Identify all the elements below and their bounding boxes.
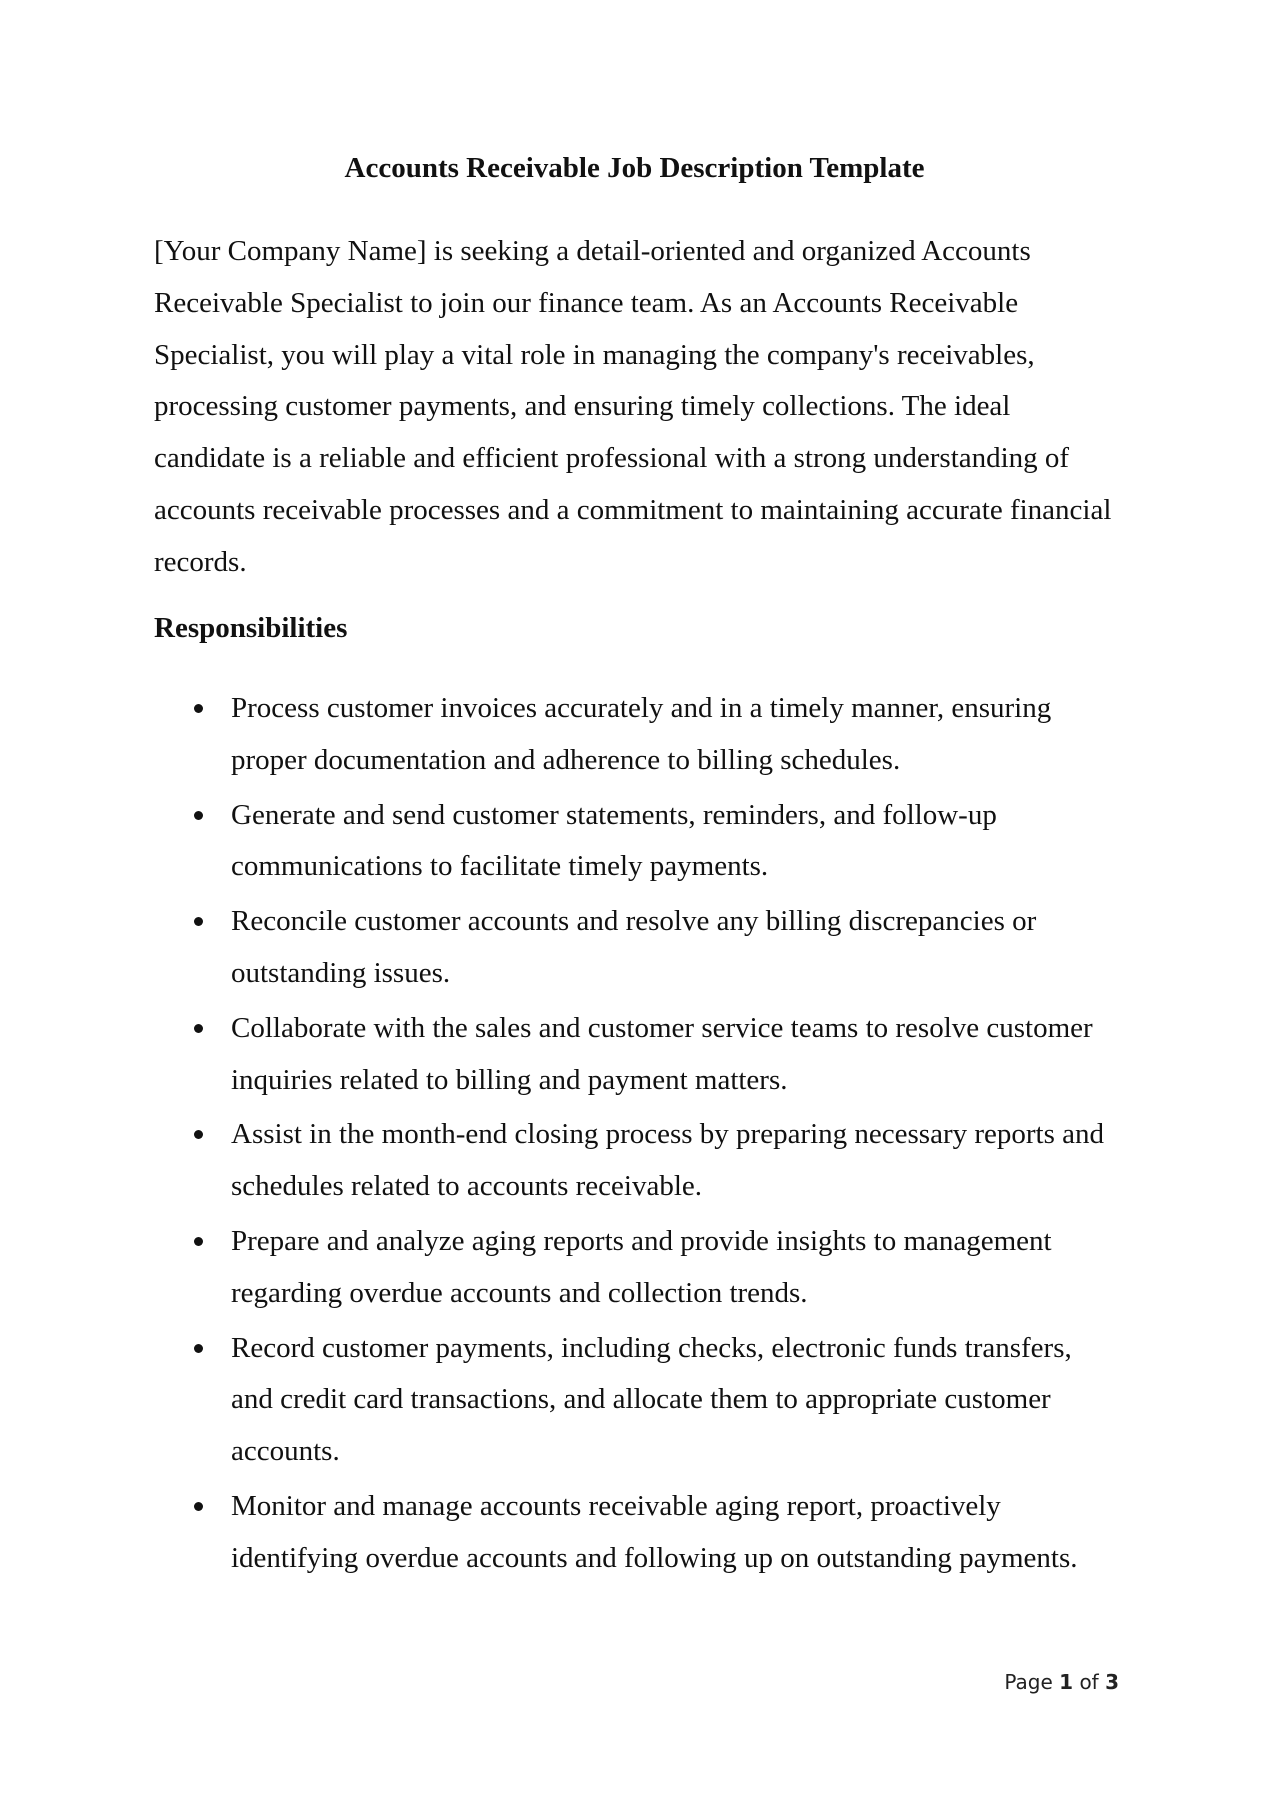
bullet-icon bbox=[194, 1237, 203, 1246]
list-item bbox=[154, 790, 1114, 894]
bullet-icon bbox=[194, 811, 203, 820]
list-item bbox=[154, 1323, 1114, 1478]
responsibilities-heading: Responsibilities bbox=[154, 612, 348, 644]
list-item-text: Record customer payments, including checks, electronic funds transfers, and credit card transactions, and allocate them to appropriate customer accounts. bbox=[231, 1331, 1072, 1468]
page-number bbox=[1004, 1670, 1119, 1694]
list-item bbox=[154, 683, 1114, 787]
list-item-text: Generate and send customer statements, reminders, and follow-up communications to facilitate timely payments. bbox=[231, 798, 997, 883]
bullet-icon bbox=[194, 704, 203, 713]
list-item-text: Process customer invoices accurately and in a timely manner, ensuring proper documentation and adherence to billing schedules. bbox=[231, 692, 1052, 776]
list-item-text: Collaborate with the sales and customer service teams to resolve customer inquiries related to billing and payment matters. bbox=[231, 1011, 1093, 1096]
total-pages-number: 3 bbox=[1105, 1670, 1119, 1694]
bullet-icon bbox=[194, 1130, 203, 1139]
of-label: of bbox=[1079, 1670, 1099, 1694]
page-title: Accounts Receivable Job Description Template bbox=[344, 152, 925, 184]
list-item bbox=[154, 896, 1114, 1000]
intro-paragraph: [Your Company Name] is seeking a detail-oriented and organized Accounts Receivable Specialist to join our finance team. As an Accounts Receivable Specialist, you will play a vital role in managing the company's receivables, processing customer payments, and ensuring timely collections. The ideal candidate is a reliable and efficient professional with a strong understanding of accounts receivable processes and a commitment to maintaining accurate financial records. bbox=[154, 235, 1112, 578]
list-item-text: Reconcile customer accounts and resolve any billing discrepancies or outstanding issues. bbox=[231, 905, 1037, 989]
bullet-icon bbox=[194, 917, 203, 926]
bullet-icon bbox=[194, 1024, 203, 1033]
list-item bbox=[154, 1481, 1114, 1585]
list-item-text: Prepare and analyze aging reports and provide insights to management regarding overdue accounts and collection trends. bbox=[231, 1224, 1052, 1309]
responsibilities-list bbox=[154, 683, 1114, 1588]
bullet-icon bbox=[194, 1502, 203, 1511]
current-page-number: 1 bbox=[1059, 1670, 1074, 1694]
list-item bbox=[154, 1216, 1114, 1320]
list-item-text: Assist in the month-end closing process by preparing necessary reports and schedules related to accounts receivable. bbox=[231, 1118, 1105, 1203]
list-item bbox=[154, 1109, 1114, 1213]
list-item-text: Monitor and manage accounts receivable aging report, proactively identifying overdue accounts and following up on outstanding payments. bbox=[231, 1489, 1078, 1574]
bullet-icon bbox=[194, 1344, 203, 1353]
page-label: Page bbox=[1004, 1670, 1053, 1694]
list-item bbox=[154, 1003, 1114, 1107]
